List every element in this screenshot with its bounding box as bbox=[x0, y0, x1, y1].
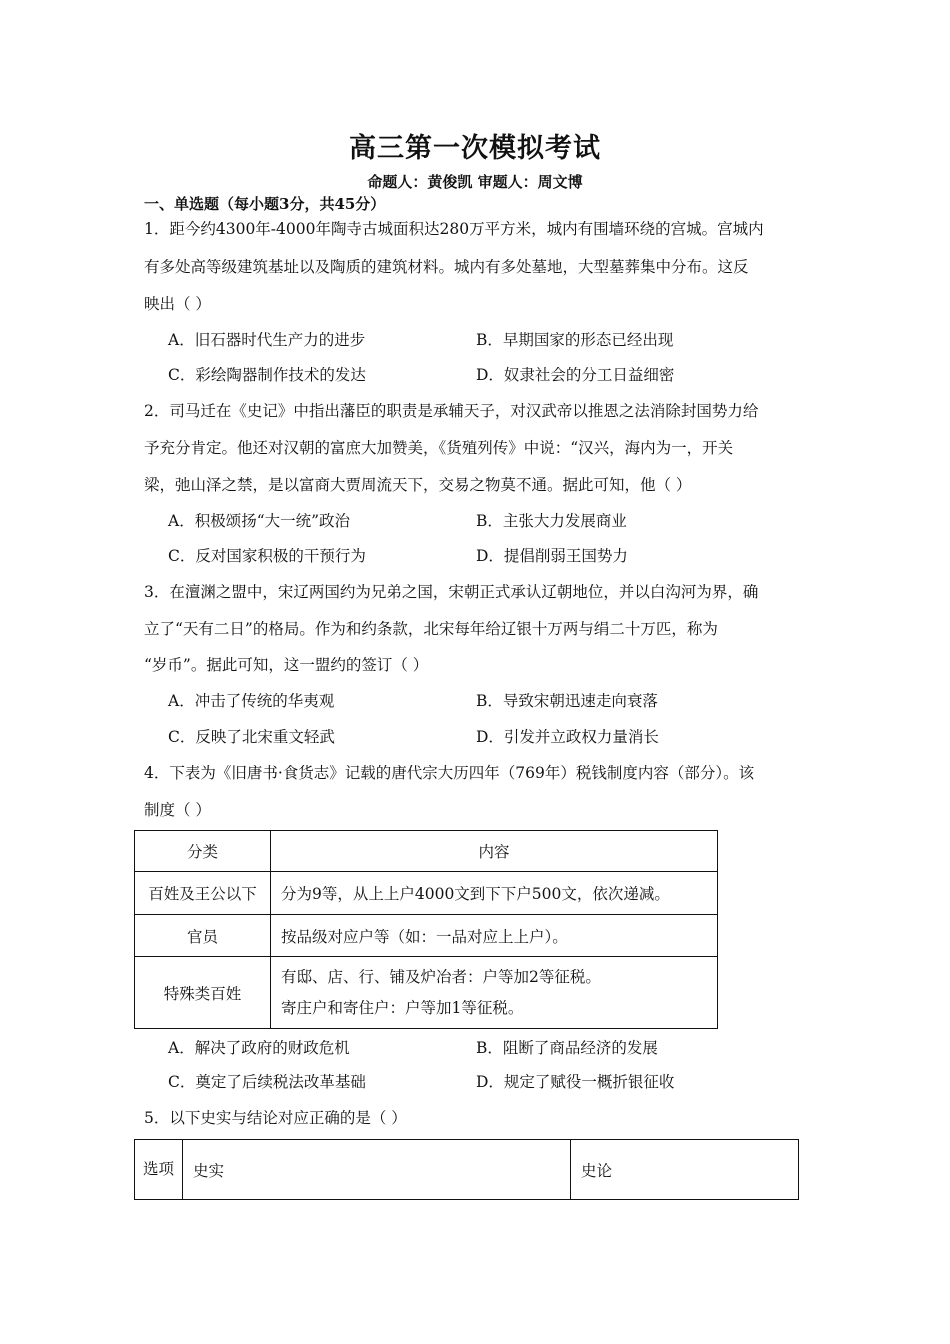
table-header-cell: 选项 bbox=[135, 1140, 183, 1200]
exam-authors: 命题人：黄俊凯 审题人：周文博 bbox=[367, 173, 583, 191]
option-c[interactable]: C．奠定了后续税法改革基础 bbox=[168, 1073, 366, 1091]
table-cell-content: 按品级对应户等（如：一品对应上上户）。 bbox=[271, 915, 718, 957]
question-text-line: 梁，弛山泽之禁，是以富商大贾周流天下，交易之物莫不通。据此可知，他（ ） bbox=[144, 476, 692, 494]
option-c[interactable]: C．反对国家积极的干预行为 bbox=[168, 547, 366, 565]
question-text-line: 5．以下史实与结论对应正确的是（ ） bbox=[144, 1109, 407, 1127]
exam-title: 高三第一次模拟考试 bbox=[349, 133, 601, 164]
history-table bbox=[134, 1139, 799, 1200]
question-text-line: 制度（ ） bbox=[144, 801, 211, 819]
tax-table bbox=[134, 830, 718, 1029]
option-c[interactable]: C．反映了北宋重文轻武 bbox=[168, 728, 335, 746]
question-text-line: 有多处高等级建筑基址以及陶质的建筑材料。城内有多处墓地，大型墓葬集中分布。这反 bbox=[144, 258, 749, 276]
table-row bbox=[135, 872, 718, 915]
option-a[interactable]: A．积极颂扬“大一统”政治 bbox=[168, 512, 351, 530]
option-d[interactable]: D．引发并立政权力量消长 bbox=[476, 728, 659, 746]
option-d[interactable]: D．奴隶社会的分工日益细密 bbox=[476, 366, 675, 384]
table-header-row bbox=[135, 831, 718, 872]
question-text-line: 4．下表为《旧唐书·食货志》记载的唐代宗大历四年（769年）税钱制度内容（部分）。该 bbox=[144, 764, 755, 782]
option-a[interactable]: A．旧石器时代生产力的进步 bbox=[168, 331, 366, 349]
option-d[interactable]: D．规定了赋役一概折银征收 bbox=[476, 1073, 675, 1091]
table-row bbox=[135, 957, 718, 1029]
table-header-cell: 分类 bbox=[135, 831, 271, 872]
option-d[interactable]: D．提倡削弱王国势力 bbox=[476, 547, 628, 565]
question-text-line: 2．司马迁在《史记》中指出藩臣的职责是承辅天子，对汉武帝以推恩之法消除封国势力给 bbox=[144, 402, 759, 420]
table-cell-content bbox=[271, 957, 718, 1029]
table-header-cell: 史实 bbox=[183, 1140, 571, 1200]
table-header-cell: 史论 bbox=[571, 1140, 799, 1200]
question-text-line: 1．距今约4300年-4000年陶寺古城面积达280万平方米，城内有围墙环绕的宫城。宫城内 bbox=[144, 220, 764, 238]
table-cell-line: 有邸、店、行、铺及炉冶者：户等加2等征税。 bbox=[281, 967, 601, 986]
table-cell-category: 百姓及王公以下 bbox=[135, 872, 271, 915]
option-b[interactable]: B．主张大力发展商业 bbox=[476, 512, 627, 530]
option-b[interactable]: B．导致宋朝迅速走向衰落 bbox=[476, 692, 658, 710]
question-text-line: 立了“天有二日”的格局。作为和约条款，北宋每年给辽银十万两与绢二十万匹，称为 bbox=[144, 620, 718, 638]
option-a[interactable]: A．解决了政府的财政危机 bbox=[168, 1039, 350, 1057]
table-header-cell: 内容 bbox=[271, 831, 718, 872]
table-cell-line: 寄庄户和寄住户：户等加1等征税。 bbox=[281, 998, 524, 1017]
section-heading: 一、单选题（每小题3分，共45分） bbox=[144, 195, 386, 213]
question-text-line: “岁币”。据此可知，这一盟约的签订（ ） bbox=[144, 656, 429, 674]
table-header-row bbox=[135, 1140, 799, 1200]
option-a[interactable]: A．冲击了传统的华夷观 bbox=[168, 692, 335, 710]
question-text-line: 映出（ ） bbox=[144, 295, 211, 313]
option-b[interactable]: B．阻断了商品经济的发展 bbox=[476, 1039, 658, 1057]
table-row bbox=[135, 915, 718, 957]
question-text-line: 3．在澶渊之盟中，宋辽两国约为兄弟之国，宋朝正式承认辽朝地位，并以白沟河为界，确 bbox=[144, 583, 759, 601]
table-cell-category: 官员 bbox=[135, 915, 271, 957]
option-c[interactable]: C．彩绘陶器制作技术的发达 bbox=[168, 366, 366, 384]
question-text-line: 予充分肯定。他还对汉朝的富庶大加赞美，《货殖列传》中说：“汉兴，海内为一，开关 bbox=[144, 439, 734, 457]
table-cell-category: 特殊类百姓 bbox=[135, 957, 271, 1029]
table-cell-content: 分为9等，从上上户4000文到下下户500文，依次递减。 bbox=[271, 872, 718, 915]
option-b[interactable]: B．早期国家的形态已经出现 bbox=[476, 331, 674, 349]
